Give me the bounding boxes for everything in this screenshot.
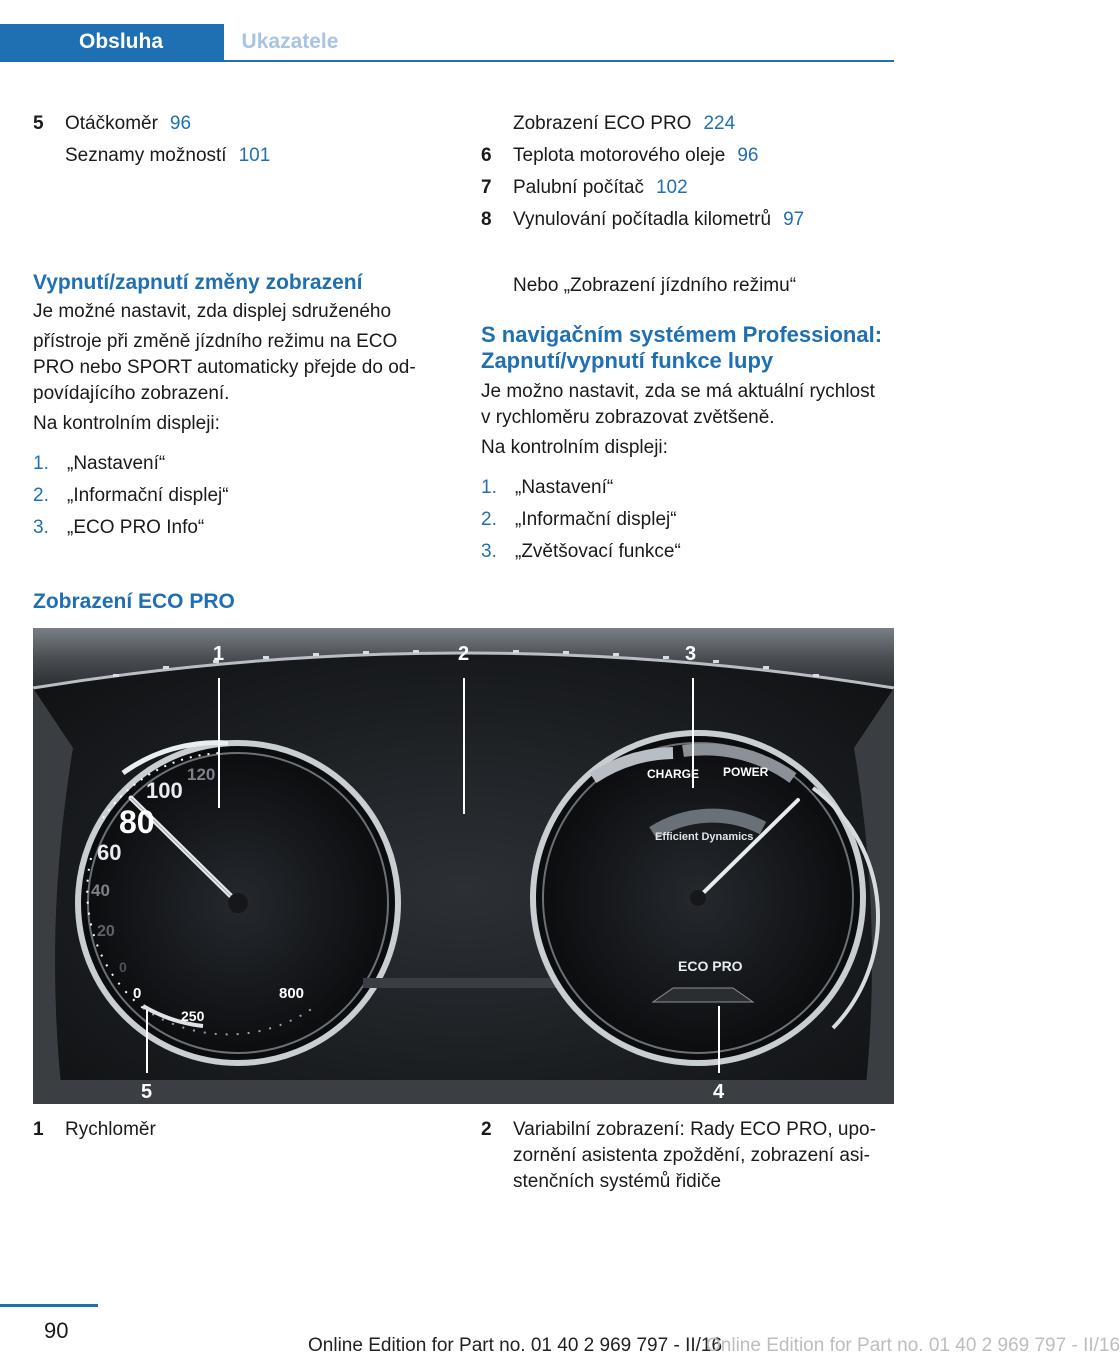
callout-number: 1 <box>213 643 225 665</box>
item-text: Otáčkoměr <box>65 113 158 134</box>
rpm-label: 250 <box>181 1008 205 1024</box>
paragraph-line: PRO nebo SPORT automaticky přejde do od‐ <box>33 357 416 378</box>
tab-ukazatele[interactable]: Ukazatele <box>224 24 356 60</box>
callout-number: 2 <box>458 643 470 665</box>
step-number: 2. <box>33 485 49 506</box>
caption-text: Rychloměr <box>65 1119 156 1140</box>
step-text: „Nastavení“ <box>67 453 166 474</box>
item-text: Seznamy možností <box>65 145 227 166</box>
intro-text: Na kontrolním displeji: <box>33 413 220 434</box>
paragraph-line: přístroje při změně jízdního režimu na ECO <box>33 331 398 352</box>
instrument-cluster-figure <box>33 628 894 1104</box>
item-number: 8 <box>481 209 492 230</box>
page-reference-link[interactable]: 102 <box>655 177 688 198</box>
page-reference-link[interactable]: 96 <box>737 145 759 166</box>
step-number: 1. <box>481 477 497 498</box>
page-reference-link[interactable]: 101 <box>238 145 271 166</box>
footer-rule <box>0 1304 98 1307</box>
step-text: „ECO PRO Info“ <box>67 517 205 538</box>
speed-label: 60 <box>97 840 122 865</box>
power-label: POWER <box>723 765 769 779</box>
efficient-dynamics-label: Efficient Dynamics <box>655 831 754 843</box>
step-number: 1. <box>33 453 49 474</box>
step-text: „Nastavení“ <box>515 477 614 498</box>
speedometer-dial <box>78 743 398 1063</box>
step-number: 3. <box>33 517 49 538</box>
paragraph-line: Je možno nastavit, zda se má aktuální rychlost <box>481 381 875 402</box>
callout-number: 3 <box>685 643 697 665</box>
callout-number: 5 <box>141 1081 153 1103</box>
tab-bar <box>0 24 894 62</box>
rpm-label: 0 <box>133 985 142 1002</box>
note-text: Nebo „Zobrazení jízdního režimu“ <box>513 275 797 296</box>
paragraph-line: v rychloměru zobrazovat zvětšeně. <box>481 407 775 428</box>
callout-number: 4 <box>713 1081 725 1103</box>
caption-number: 2 <box>481 1119 492 1140</box>
speed-label: 20 <box>97 923 115 940</box>
section-heading-line: S navigačním systémem Professional: <box>481 322 883 347</box>
page-number: 90 <box>44 1318 69 1343</box>
caption-text: Variabilní zobrazení: Rady ECO PRO, upo‐ <box>513 1119 876 1140</box>
caption-text: stenčních systémů řidiče <box>513 1171 722 1192</box>
step-number: 3. <box>481 541 497 562</box>
eco-pro-heading: Zobrazení ECO PRO <box>33 590 235 613</box>
page-reference-link[interactable]: 224 <box>703 113 736 134</box>
step-number: 2. <box>481 509 497 530</box>
paragraph-line: Je možné nastavit, zda displej sdruženého <box>33 301 392 322</box>
speed-label: 40 <box>91 881 110 900</box>
section-heading-line: Zapnutí/vypnutí funkce lupy <box>481 348 774 373</box>
speed-label: 100 <box>146 778 183 803</box>
eco-pro-label: ECO PRO <box>678 958 743 974</box>
caption-text: zornění asistenta zpoždění, zobrazení asi‐ <box>513 1145 870 1166</box>
step-text: „Informační displej“ <box>67 485 229 506</box>
edition-text: Online Edition for Part no. 01 40 2 969 797 - II/16 <box>308 1335 723 1356</box>
speed-label: 120 <box>187 765 216 784</box>
charge-label: CHARGE <box>647 767 700 781</box>
tab-obsluha[interactable]: Obsluha <box>0 24 224 60</box>
item-text: Vynulování počítadla kilometrů <box>513 209 772 230</box>
step-text: „Informační displej“ <box>515 509 677 530</box>
item-text: Palubní počítač <box>513 177 644 198</box>
item-text: Zobrazení ECO PRO <box>513 113 692 134</box>
rpm-label: 800 <box>279 985 305 1002</box>
item-text: Teplota motorového oleje <box>513 145 726 166</box>
center-display-strip <box>363 978 568 988</box>
item-number: 5 <box>33 113 44 134</box>
watermark-text: Online Edition for Part no. 01 40 2 969 797 - II/16 <box>706 1335 1120 1356</box>
step-text: „Zvětšovací funkce“ <box>515 541 681 562</box>
page-reference-link[interactable]: 97 <box>783 209 805 230</box>
caption-number: 1 <box>33 1119 44 1140</box>
speed-label: 0 <box>119 959 127 975</box>
item-number: 6 <box>481 145 492 166</box>
page-reference-link[interactable]: 96 <box>169 113 192 134</box>
item-number: 7 <box>481 177 492 198</box>
paragraph-line: povídajícího zobrazení. <box>33 383 230 404</box>
section-heading: Vypnutí/zapnutí změny zobrazení <box>33 271 363 294</box>
intro-text: Na kontrolním displeji: <box>481 437 668 458</box>
speed-label: 80 <box>119 804 155 840</box>
